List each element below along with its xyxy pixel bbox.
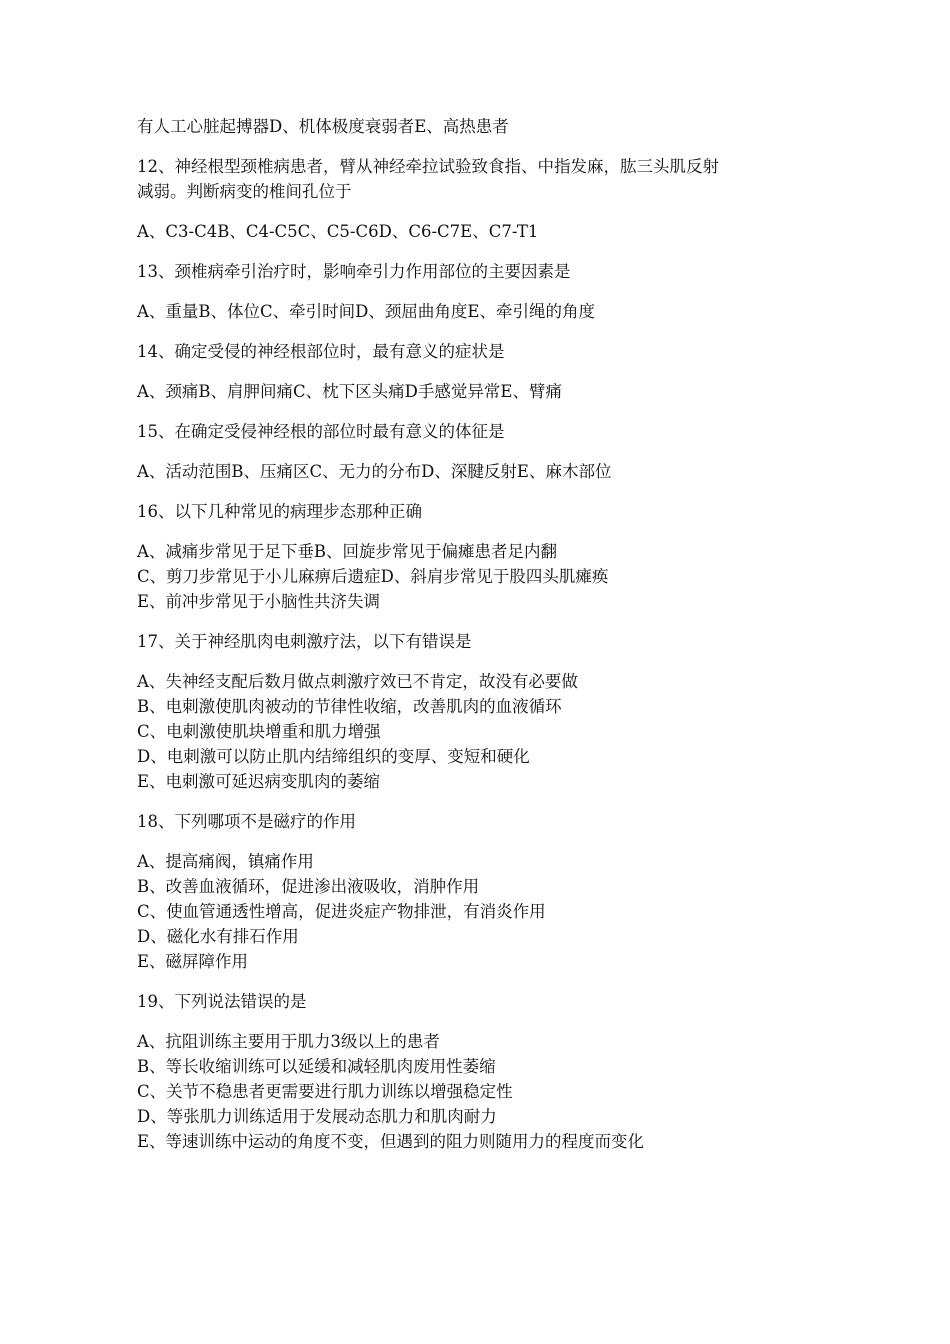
text-line: A、提高痛阀，镇痛作用 bbox=[137, 852, 314, 871]
paragraph-gap bbox=[137, 654, 837, 669]
text-block bbox=[137, 459, 837, 484]
text-block bbox=[137, 379, 837, 404]
text-line: A、失神经支配后数月做点刺激疗效已不肯定，故没有必要做 bbox=[137, 672, 578, 691]
paragraph-gap bbox=[137, 364, 837, 379]
paragraph-gap bbox=[137, 974, 837, 989]
text-line: B、改善血液循环，促进渗出液吸收，消肿作用 bbox=[137, 877, 480, 896]
text-line: A、颈痛B、肩胛间痛C、枕下区头痛D手感觉异常E、臂痛 bbox=[137, 382, 562, 401]
text-line: 17、关于神经肌肉电刺激疗法，以下有错误是 bbox=[137, 632, 472, 651]
paragraph-gap bbox=[137, 794, 837, 809]
text-block bbox=[137, 419, 837, 444]
paragraph-gap bbox=[137, 139, 837, 154]
text-line: E、等速训练中运动的角度不变，但遇到的阻力则随用力的程度而变化 bbox=[137, 1132, 645, 1151]
text-line: A、C3-C4B、C4-C5C、C5-C6D、C6-C7E、C7-T1 bbox=[137, 222, 539, 241]
text-line: 减弱。判断病变的椎间孔位于 bbox=[137, 182, 352, 201]
text-line: 18、下列哪项不是磁疗的作用 bbox=[137, 812, 356, 831]
text-line: 19、下列说法错误的是 bbox=[137, 992, 307, 1011]
paragraph-gap bbox=[137, 444, 837, 459]
text-line: A、活动范围B、压痛区C、无力的分布D、深腱反射E、麻木部位 bbox=[137, 462, 612, 481]
text-line: E、前冲步常见于小脑性共济失调 bbox=[137, 592, 381, 611]
paragraph-gap bbox=[137, 834, 837, 849]
paragraph-gap bbox=[137, 404, 837, 419]
text-block bbox=[137, 499, 837, 524]
text-block bbox=[137, 849, 837, 974]
text-block bbox=[137, 219, 837, 244]
paragraph-gap bbox=[137, 524, 837, 539]
paragraph-gap bbox=[137, 614, 837, 629]
text-block bbox=[137, 114, 837, 139]
text-block bbox=[137, 1029, 837, 1154]
text-line: C、电刺激使肌块增重和肌力增强 bbox=[137, 722, 381, 741]
text-line: C、剪刀步常见于小儿麻痹后遗症D、斜肩步常见于股四头肌瘫痪 bbox=[137, 567, 609, 586]
text-line: 12、神经根型颈椎病患者，臂从神经牵拉试验致食指、中指发麻，肱三头肌反射 bbox=[137, 157, 719, 176]
text-block bbox=[137, 989, 837, 1014]
text-line: D、磁化水有排石作用 bbox=[137, 927, 299, 946]
paragraph-gap bbox=[137, 484, 837, 499]
text-line: E、磁屏障作用 bbox=[137, 952, 249, 971]
text-block bbox=[137, 154, 837, 204]
paragraph-gap bbox=[137, 204, 837, 219]
text-line: C、关节不稳患者更需要进行肌力训练以增强稳定性 bbox=[137, 1082, 513, 1101]
text-block bbox=[137, 259, 837, 284]
text-block bbox=[137, 669, 837, 794]
text-line: 13、颈椎病牵引治疗时，影响牵引力作用部位的主要因素是 bbox=[137, 262, 571, 281]
text-line: 14、确定受侵的神经根部位时，最有意义的症状是 bbox=[137, 342, 505, 361]
text-block bbox=[137, 339, 837, 364]
text-line: C、使血管通透性增高，促进炎症产物排泄，有消炎作用 bbox=[137, 902, 546, 921]
text-line: 有人工心脏起搏器D、机体极度衰弱者E、高热患者 bbox=[137, 117, 509, 136]
paragraph-gap bbox=[137, 324, 837, 339]
paragraph-gap bbox=[137, 244, 837, 259]
paragraph-gap bbox=[137, 1014, 837, 1029]
text-line: E、电刺激可延迟病变肌肉的萎缩 bbox=[137, 772, 381, 791]
text-line: D、等张肌力训练适用于发展动态肌力和肌肉耐力 bbox=[137, 1107, 497, 1126]
document-body bbox=[137, 114, 837, 1154]
text-line: A、抗阻训练主要用于肌力3级以上的患者 bbox=[137, 1032, 440, 1051]
text-line: 16、以下几种常见的病理步态那种正确 bbox=[137, 502, 422, 521]
text-line: D、电刺激可以防止肌内结缔组织的变厚、变短和硬化 bbox=[137, 747, 530, 766]
text-block bbox=[137, 809, 837, 834]
text-block bbox=[137, 629, 837, 654]
text-line: B、电刺激使肌肉被动的节律性收缩，改善肌肉的血液循环 bbox=[137, 697, 562, 716]
text-line: A、减痛步常见于足下垂B、回旋步常见于偏瘫患者足内翻 bbox=[137, 542, 558, 561]
text-line: 15、在确定受侵神经根的部位时最有意义的体征是 bbox=[137, 422, 505, 441]
text-line: B、等长收缩训练可以延缓和减轻肌肉废用性萎缩 bbox=[137, 1057, 496, 1076]
text-block bbox=[137, 539, 837, 614]
text-line: A、重量B、体位C、牵引时间D、颈屈曲角度E、牵引绳的角度 bbox=[137, 302, 595, 321]
paragraph-gap bbox=[137, 284, 837, 299]
text-block bbox=[137, 299, 837, 324]
